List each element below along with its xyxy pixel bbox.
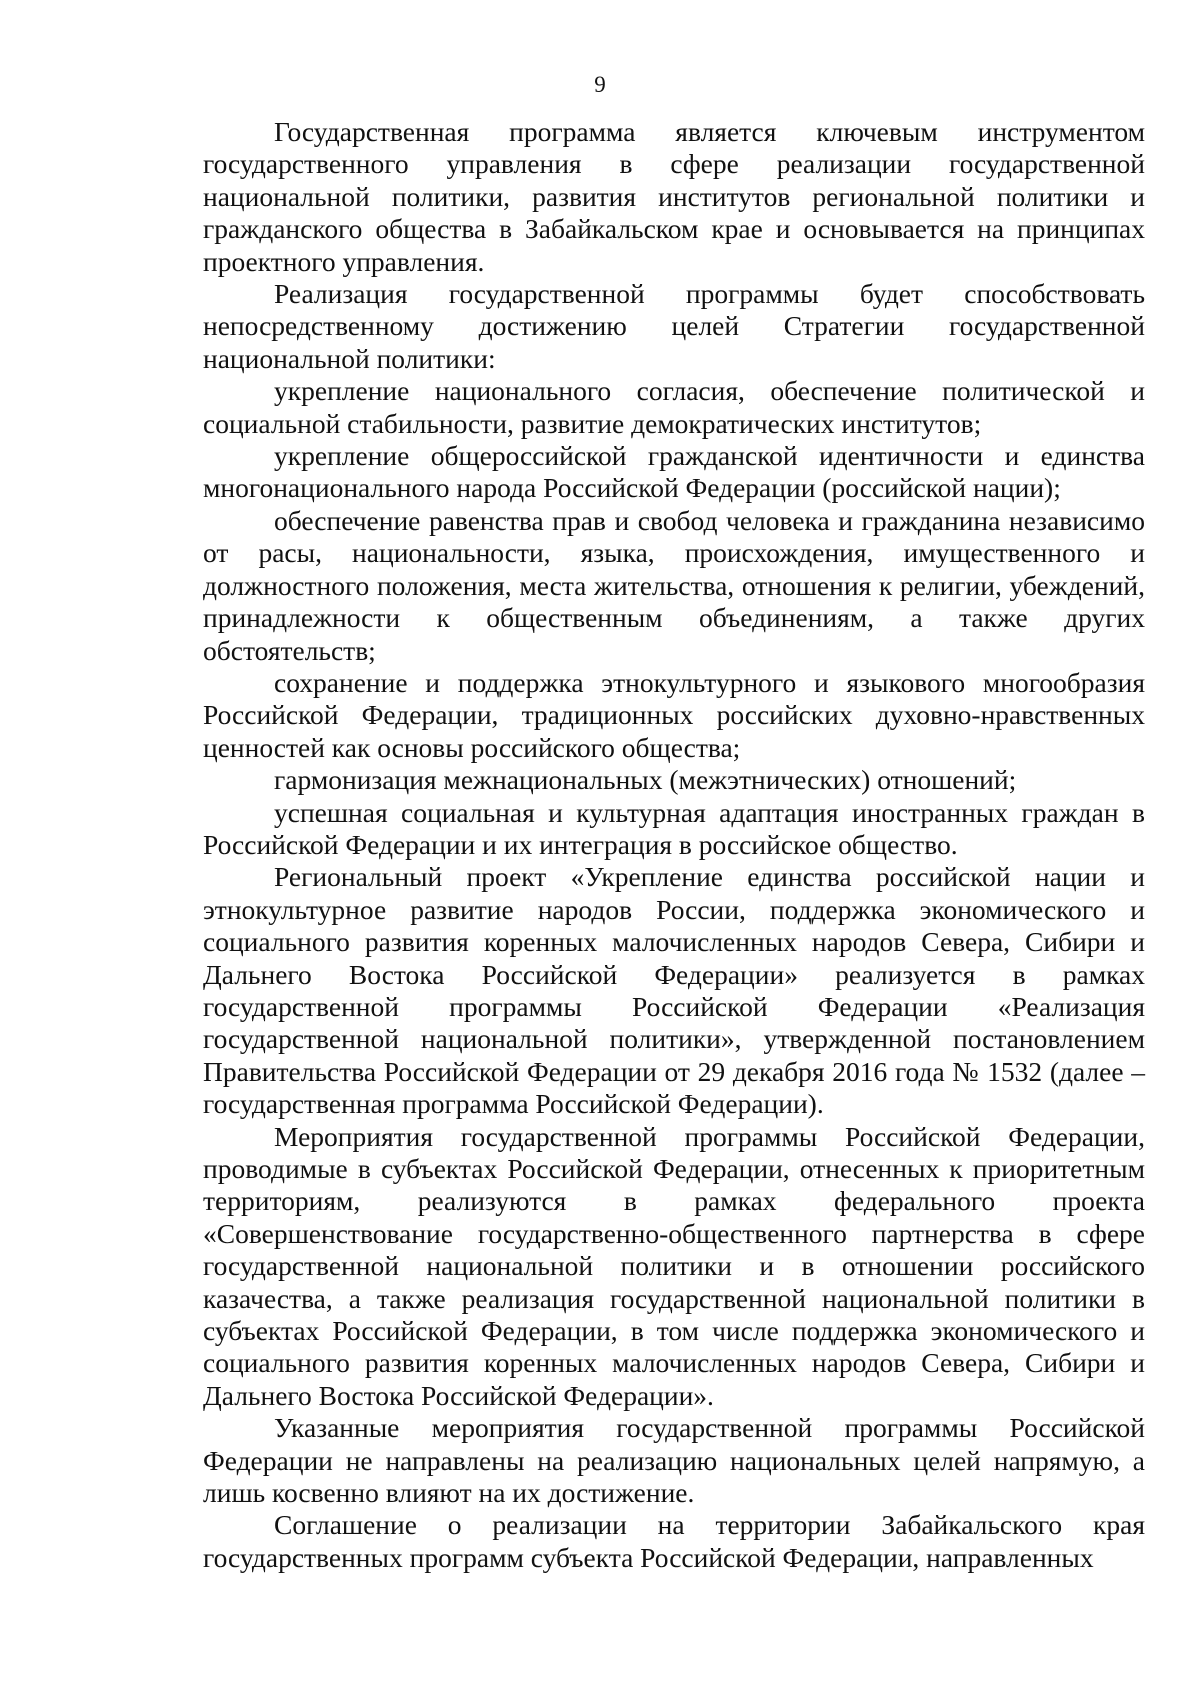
paragraph: Региональный проект «Укрепление единства российской нации и этнокультурное развитие народов России, поддержка экономического и социального развития коренных малочисленных народов Севера, Сибири и Дальнего Востока Российской Федерации» реализуется в рамках государственной программы Российской Федерации «Реализация государственной национальной политики», утвержденной постановлением Правительства Российской Федерации от 29 декабря 2016 года № 1532 (далее – государственная программа Российской Федерации). <box>203 861 1145 1120</box>
paragraph: сохранение и поддержка этнокультурного и языкового многообразия Российской Федерации, традиционных российских духовно-нравственных ценностей как основы российского общества; <box>203 666 1145 763</box>
paragraph: обеспечение равенства прав и свобод человека и гражданина независимо от расы, национальности, языка, происхождения, имущественного и должностного положения, места жительства, отношения к религии, убеждений, принадлежности к общественным объединениям, а также других обстоятельств; <box>203 504 1145 666</box>
paragraph: успешная социальная и культурная адаптация иностранных граждан в Российской Федерации и их интеграция в российское общество. <box>203 796 1145 860</box>
paragraph: Реализация государственной программы будет способствовать непосредственному достижению целей Стратегии государственной национальной политики: <box>203 278 1145 374</box>
paragraph: укрепление национального согласия, обеспечение политической и социальной стабильности, развитие демократических институтов; <box>203 375 1145 439</box>
paragraph: гармонизация межнациональных (межэтнических) отношений; <box>274 764 1017 796</box>
paragraph: Государственная программа является ключевым инструментом государственного управления в сфере реализации государственной национальной политики, развития институтов региональной политики и гражданского общества в Забайкальском крае и основывается на принципах проектного управления. <box>203 116 1145 277</box>
paragraph: укрепление общероссийской гражданской идентичности и единства многонационального народа Российской Федерации (российской нации); <box>203 440 1145 504</box>
body-text <box>203 116 1145 1574</box>
page-number: 9 <box>594 72 606 97</box>
paragraph: Указанные мероприятия государственной программы Российской Федерации не направлены на реализацию национальных целей напрямую, а лишь косвенно влияют на их достижение. <box>203 1412 1145 1509</box>
paragraph: Мероприятия государственной программы Российской Федерации, проводимые в субъектах Российской Федерации, отнесенных к приоритетным территориям, реализуются в рамках федерального проекта «Совершенствование государственно-общественного партнерства в сфере государственной национальной политики и в отношении российского казачества, а также реализация государственной национальной политики в субъектах Российской Федерации, в том числе поддержка экономического и социального развития коренных малочисленных народов Севера, Сибири и Дальнего Востока Российской Федерации». <box>203 1120 1145 1411</box>
paragraph: Соглашение о реализации на территории Забайкальского края государственных программ субъекта Российской Федерации, направленных <box>203 1509 1145 1573</box>
